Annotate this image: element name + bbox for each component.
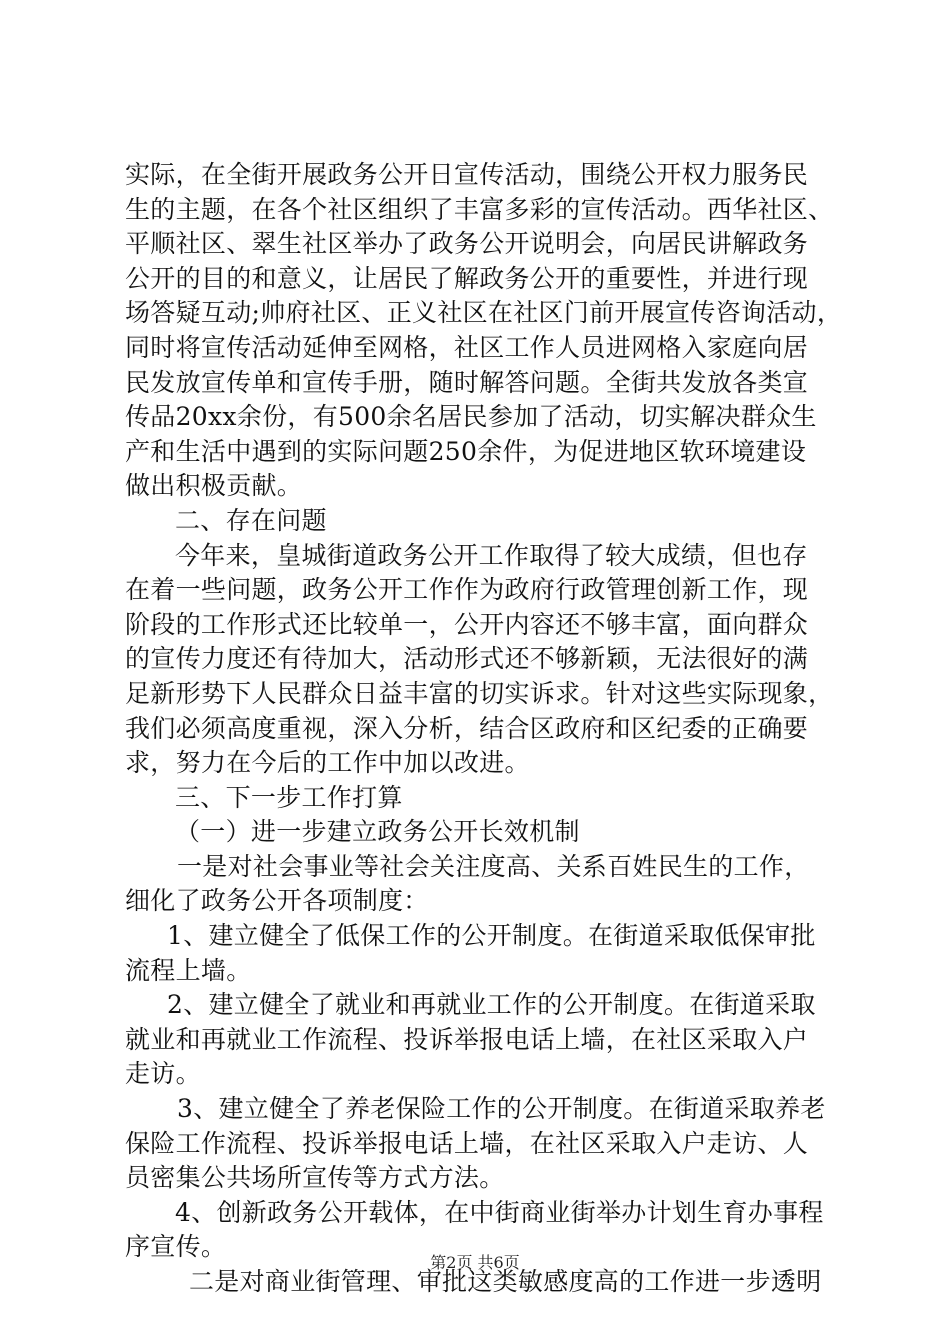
document-body [125,158,843,1300]
text-line: 民发放宣传单和宣传手册，随时解答问题。全街共发放各类宣 [125,367,809,397]
text-line: 足新形势下人民群众日益丰富的切实诉求。针对这些实际现象， [125,678,834,708]
text-line: 生的主题，在各个社区组织了丰富多彩的宣传活动。西华社区、 [125,194,834,224]
text-line: 在着一些问题，政务公开工作作为政府行政管理创新工作，现 [125,575,809,605]
page-number-footer: 第2页 共6页 [430,1253,520,1272]
text-line: 一是对社会事业等社会关注度高、关系百姓民生的工作， [177,851,810,881]
list-item: 1、建立健全了低保工作的公开制度。在街道采取低保审批 [167,921,816,951]
text-line: 同时将宣传活动延伸至网格，社区工作人员进网格入家庭向居 [125,332,809,362]
text-line: 流程上墙。 [125,955,252,985]
text-line: 员密集公共场所宣传等方式方法。 [125,1163,505,1193]
text-line: 场答疑互动;帅府社区、正义社区在社区门前开展宣传咨询活动， [125,298,843,328]
text-line: 保险工作流程、投诉举报电话上墙，在社区采取入户走访、人 [125,1128,809,1158]
text-line: 做出积极贡献。 [125,471,303,501]
section-heading: 三、下一步工作打算 [175,782,403,812]
text-line: 今年来，皇城街道政务公开工作取得了较大成绩，但也存 [175,540,808,570]
text-line: 的宣传力度还有待加大，活动形式还不够新颖，无法很好的满 [125,644,809,674]
list-item: 3、建立健全了养老保险工作的公开制度。在街道采取养老 [177,1094,826,1124]
text-line: 产和生活中遇到的实际问题250余件，为促进地区软环境建设 [125,436,807,466]
text-line: 细化了政务公开各项制度： [125,886,429,916]
text-line: 传品20xx余份，有500余名居民参加了活动，切实解决群众生 [125,402,817,432]
text-line: 实际，在全街开展政务公开日宣传活动，围绕公开权力服务民 [125,160,809,189]
text-line: 我们必须高度重视，深入分析，结合区政府和区纪委的正确要 [125,713,809,743]
text-line: 走访。 [125,1059,201,1089]
text-line: 就业和再就业工作流程、投诉举报电话上墙，在社区采取入户 [125,1024,809,1054]
text-line: 二是对商业街管理、审批这类敏感度高的工作进一步透明 [189,1267,822,1296]
list-item: 2、建立健全了就业和再就业工作的公开制度。在街道采取 [167,990,816,1020]
text-line: 公开的目的和意义，让居民了解政务公开的重要性，并进行现 [125,263,809,293]
list-item: 4、创新政务公开载体，在中街商业街举办计划生育办事程 [175,1197,824,1227]
text-line: 求，努力在今后的工作中加以改进。 [125,748,530,778]
subsection-heading: （一）进一步建立政务公开长效机制 [175,817,580,847]
text-line: 序宣传。 [125,1232,227,1262]
section-heading: 二、存在问题 [175,505,327,535]
text-line: 平顺社区、翠生社区举办了政务公开说明会，向居民讲解政务 [125,229,809,259]
text-line: 阶段的工作形式还比较单一，公开内容还不够丰富，面向群众 [125,609,809,639]
